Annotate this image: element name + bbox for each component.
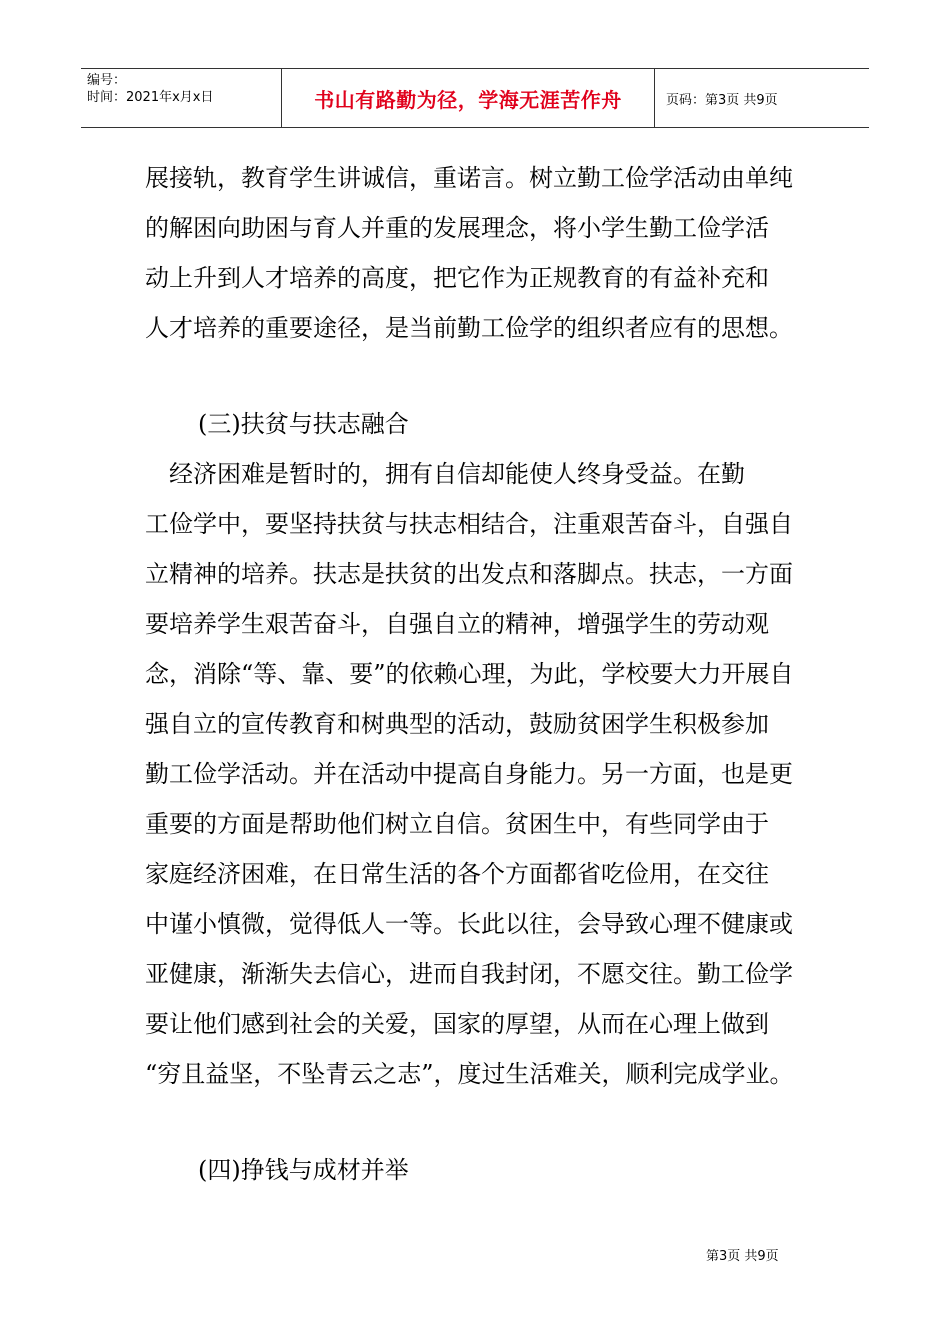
time-label: 时间：2021年x月x日 <box>87 90 214 105</box>
text-line: 要让他们感到社会的关爱，国家的厚望，从而在心理上做到 <box>145 1010 769 1038</box>
section-heading-4: (四)挣钱与成材并举 <box>198 1156 409 1184</box>
text-line: 中谨小慎微，觉得低人一等。长此以往，会导致心理不健康或 <box>145 910 793 938</box>
section-heading-3: (三)扶贫与扶志融合 <box>198 410 409 438</box>
header-motto: 书山有路勤为径，学海无涯苦作舟 <box>282 69 655 127</box>
text-line: 经济困难是暂时的，拥有自信却能使人终身受益。在勤 <box>145 460 745 488</box>
text-line: 念，消除“等、靠、要”的依赖心理，为此，学校要大力开展自 <box>145 660 794 688</box>
text-line: 勤工俭学活动。并在活动中提高自身能力。另一方面，也是更 <box>145 760 793 788</box>
serial-label: 编号： <box>87 73 127 88</box>
paragraph-2 <box>145 449 815 1099</box>
header-meta <box>81 69 282 127</box>
text-line: 亚健康，渐渐失去信心，进而自我封闭，不愿交往。勤工俭学 <box>145 960 793 988</box>
text-line: 立精神的培养。扶志是扶贫的出发点和落脚点。扶志，一方面 <box>145 560 793 588</box>
text-line: 展接轨，教育学生讲诚信，重诺言。树立勤工俭学活动由单纯 <box>145 164 793 192</box>
text-line: “穷且益坚，不坠青云之志”，度过生活难关，顺利完成学业。 <box>145 1060 794 1088</box>
text-line: 重要的方面是帮助他们树立自信。贫困生中，有些同学由于 <box>145 810 769 838</box>
text-line: 强自立的宣传教育和树典型的活动，鼓励贫困学生积极参加 <box>145 710 769 738</box>
paragraph-1 <box>145 153 815 353</box>
document-body <box>145 153 815 1195</box>
text-line: 动上升到人才培养的高度，把它作为正规教育的有益补充和 <box>145 264 769 292</box>
text-line: 人才培养的重要途径，是当前勤工俭学的组织者应有的思想。 <box>145 314 793 342</box>
header-page-info: 页码：第3页 共9页 <box>666 92 778 108</box>
page-footer: 第3页 共9页 <box>706 1249 779 1264</box>
text-line: 工俭学中，要坚持扶贫与扶志相结合，注重艰苦奋斗，自强自 <box>145 510 793 538</box>
text-line: 的解困向助困与育人并重的发展理念，将小学生勤工俭学活 <box>145 214 769 242</box>
page-header <box>81 68 869 128</box>
text-line: 要培养学生艰苦奋斗，自强自立的精神，增强学生的劳动观 <box>145 610 769 638</box>
text-line: 家庭经济困难，在日常生活的各个方面都省吃俭用，在交往 <box>145 860 769 888</box>
